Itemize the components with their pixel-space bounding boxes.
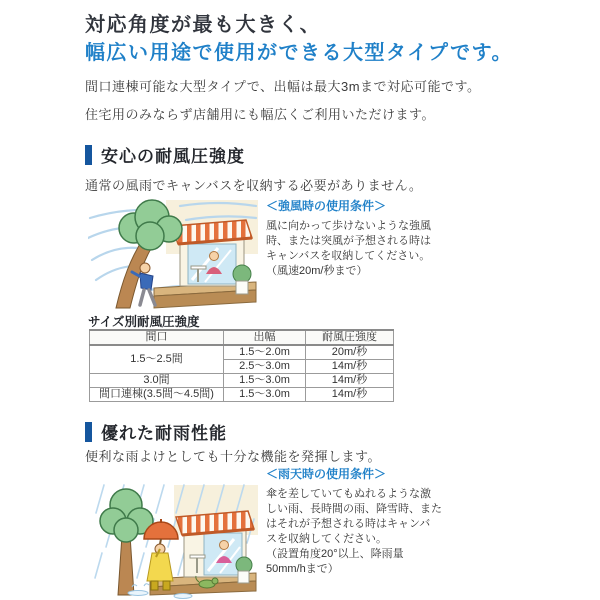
wind-condition-line: （風速20m/秒まで） [266, 265, 368, 277]
person-with-umbrella [144, 519, 178, 590]
page-title-line1: 対応角度が最も大きく、 [85, 14, 322, 36]
cafe-table [190, 555, 205, 558]
wind-scene-illustration [88, 198, 260, 310]
section-bar-icon [85, 422, 92, 442]
wind-condition-line: 風に向かって歩けないような強風 [266, 220, 431, 232]
wind-condition-title: ＜強風時の使用条件＞ [266, 199, 387, 213]
table-cell-debaba: 2.5～3.0m [224, 360, 306, 374]
table-cell-strength: 14m/秒 [306, 388, 394, 402]
table-cell-strength: 14m/秒 [306, 360, 394, 374]
wind-strength-table [89, 329, 394, 402]
spec-table-title: サイズ別耐風圧強度 [88, 315, 200, 329]
section-header-rain [85, 419, 227, 444]
table-row [90, 388, 394, 402]
rain-condition-line: 50mm/hまで） [266, 563, 339, 575]
intro-text-line2: 住宅用のみならず店舗用にも幅広くご利用いただけます。 [85, 107, 435, 122]
wind-condition-line: キャンバスを収納してください。 [266, 250, 431, 262]
rain-condition-line: 傘を差していてもぬれるような激 [266, 488, 431, 500]
seated-person-head [210, 252, 219, 261]
table-cell-debaba: 1.5～2.0m [224, 345, 306, 360]
table-cell-strength: 20m/秒 [306, 345, 394, 360]
section-heading-rain: 優れた耐雨性能 [101, 424, 227, 443]
rain-scene-illustration [88, 483, 260, 600]
section-heading-wind: 安心の耐風圧強度 [101, 147, 245, 166]
wind-condition-block [266, 197, 456, 279]
intro-text-line1: 間口連棟可能な大型タイプで、出幅は最大3mまで対応可能です。 [85, 79, 481, 94]
table-row [90, 345, 394, 360]
rain-condition-line: しい雨、長時間の雨、降雪時、また [266, 503, 442, 515]
potted-plant [233, 265, 251, 294]
table-cell-debaba: 1.5～3.0m [224, 388, 306, 402]
table-cell-maguchi: 1.5～2.5間 [90, 345, 224, 374]
section-bar-icon [85, 145, 92, 165]
cafe-table [191, 266, 206, 269]
table-header-maguchi: 間口 [90, 330, 224, 345]
table-cell-debaba: 1.5～3.0m [224, 374, 306, 388]
wind-lead-text: 通常の風雨でキャンバスを収納する必要がありません。 [85, 178, 423, 193]
table-header-debaba: 出幅 [224, 330, 306, 345]
section-header-wind [85, 142, 245, 167]
rain-condition-line: はそれが予想される時はキャンバ [266, 518, 431, 530]
rain-condition-block [266, 465, 456, 577]
table-cell-strength: 14m/秒 [306, 374, 394, 388]
rain-lead-text: 便利な雨よけとしても十分な機能を発揮します。 [85, 449, 381, 464]
rain-condition-line: スを収納してください。 [266, 533, 387, 545]
table-header-strength: 耐風圧強度 [306, 330, 394, 345]
page-title-line2: 幅広い用途で使用ができる大型タイプです。 [85, 42, 513, 64]
table-cell-maguchi: 3.0間 [90, 374, 224, 388]
table-cell-maguchi: 間口連棟(3.5間～4.5間) [90, 388, 224, 402]
rain-condition-line: （設置角度20°以上、降雨量 [266, 548, 404, 560]
seated-person-head [220, 541, 229, 550]
rain-condition-title: ＜雨天時の使用条件＞ [266, 467, 387, 481]
table-row [90, 374, 394, 388]
wind-condition-line: 時、または突風が予想される時は [266, 235, 431, 247]
